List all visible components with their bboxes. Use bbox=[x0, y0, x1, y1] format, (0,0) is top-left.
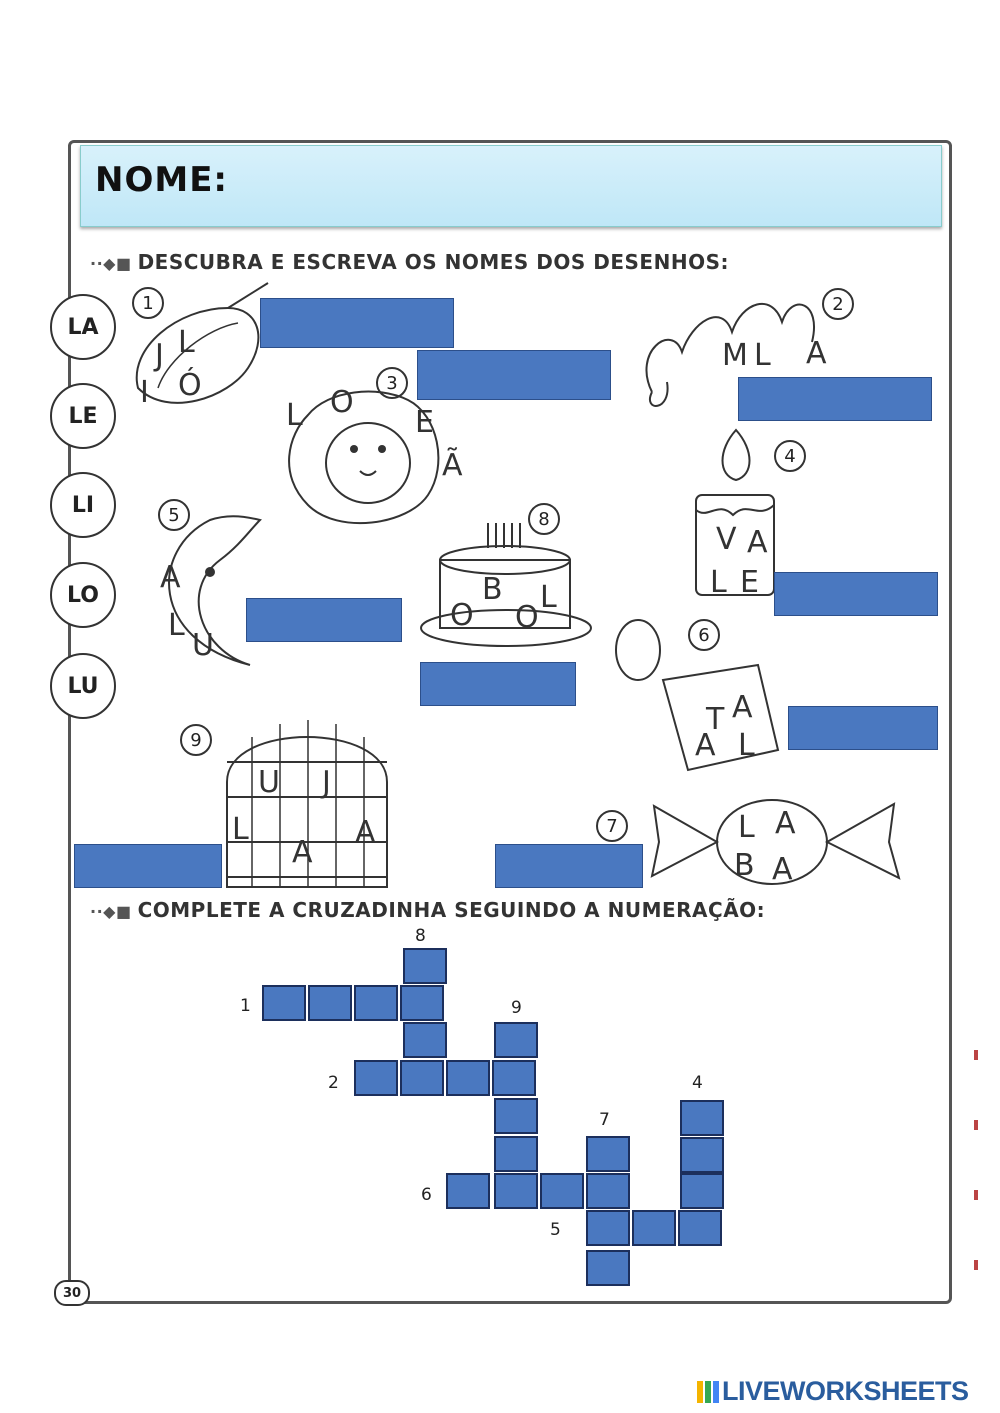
pic8-letter-4: L bbox=[540, 580, 557, 615]
crossword-cell[interactable] bbox=[354, 985, 398, 1021]
pic1-letter-2: L bbox=[178, 325, 195, 360]
instruction-1 bbox=[90, 250, 729, 274]
crossword-cell[interactable] bbox=[403, 1022, 447, 1058]
pic5-letter-2: L bbox=[168, 608, 185, 643]
clue-number-1: 1 bbox=[240, 996, 251, 1016]
edge-mark bbox=[974, 1050, 978, 1060]
page-number: 30 bbox=[54, 1280, 90, 1306]
crossword-cell[interactable] bbox=[446, 1060, 490, 1096]
pic1-letter-1: J bbox=[155, 338, 164, 373]
edge-mark bbox=[974, 1190, 978, 1200]
pic4-letter-1: V bbox=[716, 522, 737, 557]
crossword-cell[interactable] bbox=[680, 1100, 724, 1136]
picture-number-8: 8 bbox=[528, 503, 560, 535]
crossword-cell[interactable] bbox=[678, 1210, 722, 1246]
crossword-cell[interactable] bbox=[446, 1173, 490, 1209]
liveworksheets-logo-icon bbox=[697, 1381, 719, 1403]
pic6-letter-1: T bbox=[706, 702, 725, 737]
bullet-icon: ··◆■ bbox=[90, 902, 132, 921]
pic6-letter-4: L bbox=[738, 728, 755, 763]
crossword-cell[interactable] bbox=[492, 1060, 536, 1096]
answer-box-8[interactable] bbox=[420, 662, 576, 706]
pic7-letter-4: A bbox=[772, 852, 793, 887]
instruction-2 bbox=[90, 898, 765, 922]
pic8-letter-1: O bbox=[450, 598, 474, 633]
clue-number-2: 2 bbox=[328, 1073, 339, 1093]
picture-number-1: 1 bbox=[132, 287, 164, 319]
pic4-letter-4: E bbox=[740, 565, 759, 600]
pic2-letter-3: A bbox=[806, 336, 827, 371]
picture-number-7: 7 bbox=[596, 810, 628, 842]
crossword-cell[interactable] bbox=[403, 948, 447, 984]
answer-box-9[interactable] bbox=[74, 844, 222, 888]
instruction-2-text: COMPLETE A CRUZADINHA SEGUINDO A NUMERAÇÃO: bbox=[137, 898, 766, 922]
pic9-letter-3: L bbox=[232, 812, 249, 847]
picture-number-4: 4 bbox=[774, 440, 806, 472]
pic8-letter-3: O bbox=[515, 600, 539, 635]
answer-box-1[interactable] bbox=[260, 298, 454, 348]
pic2-letter-1: M bbox=[722, 338, 748, 373]
crossword-cell[interactable] bbox=[494, 1136, 538, 1172]
name-label: NOME: bbox=[95, 160, 229, 200]
crossword-cell[interactable] bbox=[680, 1173, 724, 1209]
pic7-letter-1: L bbox=[738, 810, 755, 845]
crossword-cell[interactable] bbox=[494, 1022, 538, 1058]
pic2-letter-2: L bbox=[754, 338, 771, 373]
crossword-cell[interactable] bbox=[494, 1173, 538, 1209]
pic4-letter-2: A bbox=[747, 525, 768, 560]
clue-number-4: 4 bbox=[692, 1073, 703, 1093]
answer-box-5[interactable] bbox=[246, 598, 402, 642]
picture-number-2: 2 bbox=[822, 288, 854, 320]
pic7-letter-2: A bbox=[775, 806, 796, 841]
picture-number-3: 3 bbox=[376, 367, 408, 399]
name-bar[interactable] bbox=[80, 145, 942, 227]
crossword-cell[interactable] bbox=[586, 1210, 630, 1246]
pic1-letter-3: I bbox=[140, 375, 149, 410]
answer-box-6[interactable] bbox=[788, 706, 938, 750]
bullet-icon: ··◆■ bbox=[90, 254, 132, 273]
pic6-letter-2: A bbox=[732, 690, 753, 725]
clue-number-9: 9 bbox=[511, 998, 522, 1018]
crossword-cell[interactable] bbox=[308, 985, 352, 1021]
syllable-la: LA bbox=[50, 294, 116, 360]
pic3-letter-2: O bbox=[330, 385, 354, 420]
pic5-letter-1: A bbox=[160, 560, 181, 595]
candle-icon bbox=[678, 420, 778, 600]
pic9-letter-1: U bbox=[258, 765, 280, 800]
picture-number-5: 5 bbox=[158, 499, 190, 531]
answer-box-4[interactable] bbox=[774, 572, 938, 616]
pic1-letter-4: Ó bbox=[178, 368, 202, 403]
pic3-letter-3: E bbox=[415, 405, 434, 440]
crossword-cell[interactable] bbox=[680, 1137, 724, 1173]
pic5-letter-3: U bbox=[192, 628, 214, 663]
crossword-cell[interactable] bbox=[400, 1060, 444, 1096]
edge-mark bbox=[974, 1120, 978, 1130]
brand-label: LIVEWORKSHEETS bbox=[722, 1376, 969, 1406]
cake-icon bbox=[418, 518, 598, 658]
crossword-cell[interactable] bbox=[354, 1060, 398, 1096]
crossword-cell[interactable] bbox=[494, 1098, 538, 1134]
crossword-cell[interactable] bbox=[586, 1173, 630, 1209]
clue-number-6: 6 bbox=[421, 1185, 432, 1205]
crossword-cell[interactable] bbox=[632, 1210, 676, 1246]
crossword-cell[interactable] bbox=[586, 1136, 630, 1172]
clue-number-7: 7 bbox=[599, 1110, 610, 1130]
pic7-letter-3: B bbox=[734, 848, 755, 883]
crossword-cell[interactable] bbox=[586, 1250, 630, 1286]
clue-number-5: 5 bbox=[550, 1220, 561, 1240]
pic3-letter-1: L bbox=[286, 398, 303, 433]
pic9-letter-5: A bbox=[355, 815, 376, 850]
crossword-cell[interactable] bbox=[540, 1173, 584, 1209]
answer-box-2[interactable] bbox=[738, 377, 932, 421]
syllable-li: LI bbox=[50, 472, 116, 538]
picture-number-6: 6 bbox=[688, 619, 720, 651]
pic3-letter-4: Ã bbox=[442, 448, 463, 483]
syllable-lo: LO bbox=[50, 562, 116, 628]
pic6-letter-3: A bbox=[695, 728, 716, 763]
crossword-cell[interactable] bbox=[262, 985, 306, 1021]
clue-number-8: 8 bbox=[415, 926, 426, 946]
instruction-1-text: DESCUBRA E ESCREVA OS NOMES DOS DESENHOS: bbox=[137, 250, 729, 274]
pic9-letter-4: A bbox=[292, 835, 313, 870]
edge-mark bbox=[974, 1260, 978, 1270]
pic4-letter-3: L bbox=[710, 565, 727, 600]
syllable-lu: LU bbox=[50, 653, 116, 719]
crossword-cell[interactable] bbox=[400, 985, 444, 1021]
pic8-letter-2: B bbox=[482, 572, 503, 607]
picture-number-9: 9 bbox=[180, 724, 212, 756]
pic9-letter-2: J bbox=[322, 765, 331, 800]
syllable-le: LE bbox=[50, 383, 116, 449]
answer-box-7[interactable] bbox=[495, 844, 643, 888]
